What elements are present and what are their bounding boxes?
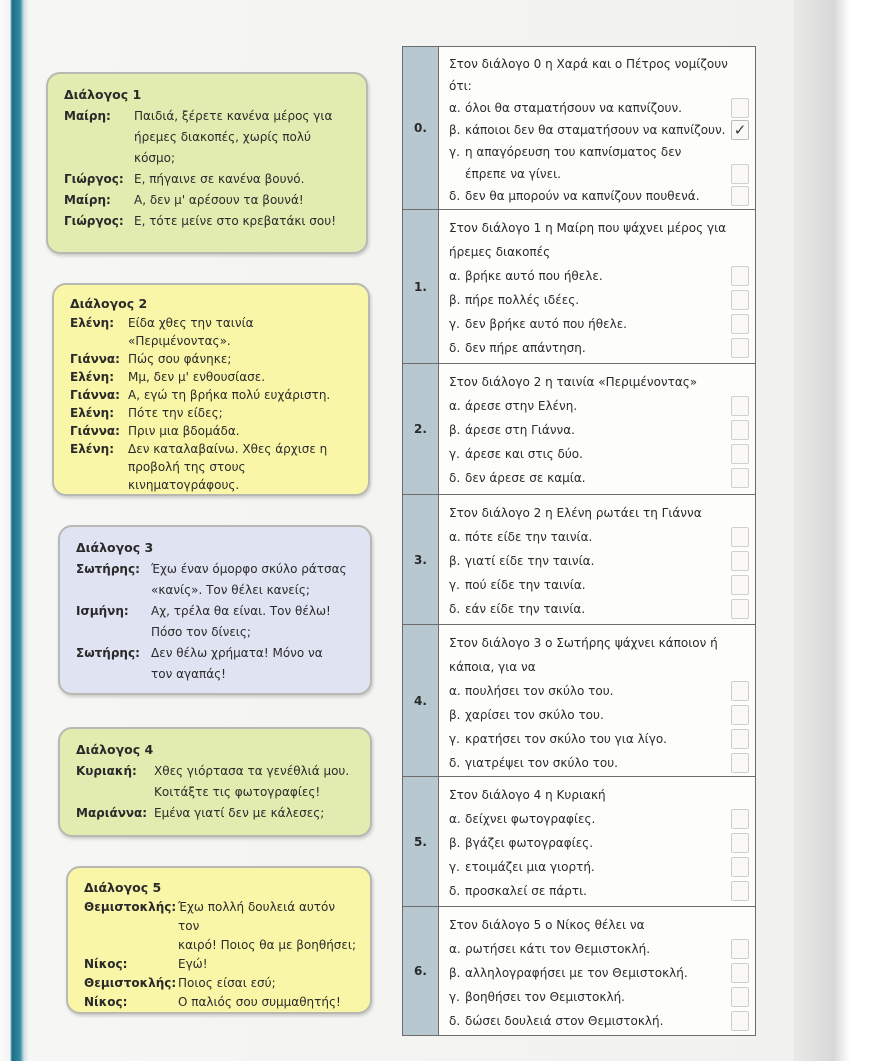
checkbox[interactable] <box>731 939 749 959</box>
option-letter: δ. <box>449 756 461 770</box>
option-text: η απαγόρευση του καπνίσματος δεν <box>465 145 682 159</box>
option-text: κάποιοι δεν θα σταματήσουν να καπνίζουν. <box>465 123 726 137</box>
checkbox[interactable] <box>731 833 749 853</box>
option-letter: β. <box>449 123 461 137</box>
option-text: ρωτήσει κάτι τον Θεμιστοκλή. <box>465 942 651 956</box>
option-text: προσκαλεί σε πάρτι. <box>465 884 587 898</box>
answer-option <box>449 1009 749 1033</box>
speaker-name <box>64 127 134 148</box>
checkbox[interactable] <box>731 314 749 334</box>
checkbox[interactable] <box>731 963 749 983</box>
answer-option <box>449 831 749 855</box>
speaker-name <box>76 664 151 685</box>
option-letter: δ. <box>449 341 461 355</box>
question-row-3 <box>403 495 755 625</box>
checkbox[interactable] <box>731 809 749 829</box>
answer-option <box>449 703 749 727</box>
dialogue-text: Πριν μια βδομάδα. <box>128 424 240 438</box>
answer-option <box>449 163 749 185</box>
answer-option <box>449 807 749 831</box>
checkbox[interactable] <box>731 338 749 358</box>
speaker-name: Ελένη: <box>70 370 114 384</box>
option-text: χαρίσει τον σκύλο του. <box>465 708 604 722</box>
dialogue-line <box>70 314 358 350</box>
answer-option <box>449 119 749 141</box>
dialogue-line <box>70 404 358 422</box>
dialogue-text: Εγώ! <box>178 957 208 971</box>
checkbox[interactable] <box>731 551 749 571</box>
option-letter: α. <box>449 942 461 956</box>
option-text: έπρεπε να γίνει. <box>465 167 561 181</box>
option-text: πού είδε την ταινία. <box>465 578 586 592</box>
option-letter: δ. <box>449 471 461 485</box>
dialogue-text: Ε, πήγαινε σε κανένα βουνό. <box>134 172 305 186</box>
speaker-name: Κυριακή: <box>76 764 137 778</box>
dialogue-text: καιρό! Ποιος θα με βοηθήσει; <box>178 938 357 952</box>
answer-option <box>449 141 749 163</box>
option-letter: δ. <box>449 884 461 898</box>
dialogue-line <box>64 190 356 211</box>
question-stem: Στον διάλογο 5 ο Νίκος θέλει να <box>449 918 645 932</box>
question-number: 4. <box>403 625 439 776</box>
dialogue-text: Μμ, δεν μ' ενθουσίασε. <box>128 370 266 384</box>
checkbox[interactable] <box>731 98 749 118</box>
answer-option <box>449 312 749 336</box>
option-letter: β. <box>449 293 461 307</box>
option-text: πότε είδε την ταινία. <box>465 530 593 544</box>
dialogue-text: Έχω πολλή δουλειά αυτόν τον <box>178 900 336 933</box>
speaker-name <box>76 622 151 643</box>
answer-option <box>449 185 749 207</box>
dialogue-line <box>70 422 358 440</box>
checkbox[interactable] <box>731 444 749 464</box>
question-body <box>439 47 755 209</box>
dialogue-text: ήρεμες διακοπές, χωρίς πολύ <box>134 130 311 144</box>
speaker-name: Σωτήρης: <box>76 646 140 660</box>
question-stem: κάποια, για να <box>449 660 536 674</box>
checkbox[interactable] <box>731 575 749 595</box>
speaker-name: Σωτήρης: <box>76 562 140 576</box>
option-letter: β. <box>449 423 461 437</box>
question-stem: Στον διάλογο 3 ο Σωτήρης ψάχνει κάποιον ή <box>449 636 718 650</box>
speaker-name: Γιώργος: <box>64 214 124 228</box>
option-text: άρεσε στη Γιάννα. <box>465 423 575 437</box>
checkbox[interactable] <box>731 164 749 184</box>
dialogue-title: Διάλογος 2 <box>70 296 148 311</box>
option-letter: γ. <box>449 447 460 461</box>
question-number: 5. <box>403 777 439 906</box>
speaker-name: Μαίρη: <box>64 109 111 123</box>
dialogue-box-3 <box>58 525 372 695</box>
question-stem: ήρεμες διακοπές <box>449 245 551 259</box>
dialogue-line <box>64 211 356 232</box>
dialogue-text: Α, δεν μ' αρέσουν τα βουνά! <box>134 193 304 207</box>
dialogue-text: Παιδιά, ξέρετε κανένα μέρος για <box>134 109 333 123</box>
question-number: 2. <box>403 364 439 494</box>
option-text: γιατί είδε την ταινία. <box>465 554 595 568</box>
checkbox-checked[interactable] <box>731 120 749 140</box>
option-letter: α. <box>449 812 461 826</box>
speaker-name: Γιώργος: <box>64 172 124 186</box>
dialogue-line <box>84 974 360 993</box>
dialogue-text: κόσμο; <box>134 151 176 165</box>
dialogue-text: Πώς σου φάνηκε; <box>128 352 232 366</box>
answer-option <box>449 855 749 879</box>
answer-option <box>449 442 749 466</box>
checkbox[interactable] <box>731 681 749 701</box>
option-text: εάν είδε την ταινία. <box>465 602 586 616</box>
option-letter: α. <box>449 101 461 115</box>
dialogue-line <box>64 127 356 148</box>
question-number: 3. <box>403 495 439 624</box>
dialogue-text: Δεν θέλω χρήματα! Μόνο να <box>151 646 323 660</box>
question-body <box>439 364 755 494</box>
option-letter: γ. <box>449 578 460 592</box>
dialogue-line <box>70 386 358 404</box>
option-text: δεν βρήκε αυτό που ήθελε. <box>465 317 627 331</box>
dialogue-text: Είδα χθες την ταινία «Περιμένοντας». <box>128 316 254 348</box>
dialogue-box-4 <box>58 727 372 837</box>
checkbox[interactable] <box>731 705 749 725</box>
question-row-1 <box>403 210 755 364</box>
option-letter: β. <box>449 836 461 850</box>
option-letter: α. <box>449 269 461 283</box>
dialogue-line <box>76 643 360 664</box>
question-stem: Στον διάλογο 1 η Μαίρη που ψάχνει μέρος για <box>449 221 727 235</box>
dialogue-line <box>76 559 360 580</box>
answer-option <box>449 597 749 621</box>
speaker-name: Ισμήνη: <box>76 604 129 618</box>
checkbox[interactable] <box>731 420 749 440</box>
question-number: 0. <box>403 47 439 209</box>
speaker-name <box>76 782 154 803</box>
speaker-name: Γιάννα: <box>70 388 120 402</box>
question-row-4 <box>403 625 755 777</box>
dialogue-text: Α, εγώ τη βρήκα πολύ ευχάριστη. <box>128 388 331 402</box>
answer-option <box>449 961 749 985</box>
checkbox[interactable] <box>731 266 749 286</box>
answer-option <box>449 97 749 119</box>
answer-option <box>449 549 749 573</box>
dialogue-line <box>76 761 360 782</box>
option-letter: β. <box>449 966 461 980</box>
speaker-name: Ελένη: <box>70 316 114 330</box>
option-letter: γ. <box>449 317 460 331</box>
answer-option <box>449 751 749 775</box>
answer-option <box>449 985 749 1009</box>
question-stem: Στον διάλογο 2 η ταινία «Περιμένοντας» <box>449 375 698 389</box>
answer-option <box>449 394 749 418</box>
question-number: 6. <box>403 907 439 1035</box>
question-body <box>439 777 755 906</box>
checkbox[interactable] <box>731 527 749 547</box>
question-stem: Στον διάλογο 2 η Ελένη ρωτάει τη Γιάννα <box>449 506 702 520</box>
checkbox[interactable] <box>731 468 749 488</box>
answer-option <box>449 879 749 903</box>
answer-option <box>449 525 749 549</box>
option-text: βοηθήσει τον Θεμιστοκλή. <box>465 990 625 1004</box>
dialogue-line <box>76 580 360 601</box>
speaker-name: Ελένη: <box>70 406 114 420</box>
question-table <box>402 46 756 1036</box>
speaker-name: Μαίρη: <box>64 193 111 207</box>
dialogue-box-5 <box>66 866 372 1014</box>
dialogue-line <box>76 601 360 622</box>
option-text: κρατήσει τον σκύλο του για λίγο. <box>465 732 667 746</box>
dialogue-text: Κοιτάξτε τις φωτογραφίες! <box>154 785 321 799</box>
answer-option <box>449 679 749 703</box>
option-letter: γ. <box>449 145 460 159</box>
dialogue-title: Διάλογος 4 <box>76 742 154 757</box>
book-spine <box>0 0 28 1061</box>
option-text: δεν άρεσε σε καμία. <box>465 471 586 485</box>
checkbox[interactable] <box>731 729 749 749</box>
speaker-name: Γιάννα: <box>70 352 120 366</box>
question-row-2 <box>403 364 755 495</box>
option-letter: α. <box>449 399 461 413</box>
dialogue-text: «κανίς». Τον θέλει κανείς; <box>151 583 310 597</box>
dialogue-text: Δεν καταλαβαίνω. Χθες άρχισε η <box>128 442 328 456</box>
option-letter: δ. <box>449 1014 461 1028</box>
checkbox[interactable] <box>731 987 749 1007</box>
question-row-6 <box>403 907 755 1035</box>
dialogue-line <box>64 106 356 127</box>
checkbox[interactable] <box>731 396 749 416</box>
speaker-name: Γιάννα: <box>70 424 120 438</box>
dialogue-line <box>84 993 360 1012</box>
answer-option <box>449 466 749 490</box>
dialogue-line <box>70 458 358 494</box>
option-letter: δ. <box>449 602 461 616</box>
option-text: ετοιμάζει μια γιορτή. <box>465 860 595 874</box>
option-letter: β. <box>449 554 461 568</box>
dialogue-line <box>76 664 360 685</box>
option-letter: γ. <box>449 732 460 746</box>
checkbox[interactable] <box>731 881 749 901</box>
option-text: βρήκε αυτό που ήθελε. <box>465 269 603 283</box>
option-text: άρεσε και στις δύο. <box>465 447 583 461</box>
dialogue-text: Αχ, τρέλα θα είναι. Τον θέλω! <box>151 604 331 618</box>
speaker-name: Νίκος: <box>84 957 128 971</box>
dialogue-line <box>76 782 360 803</box>
speaker-name: Νίκος: <box>84 995 128 1009</box>
option-text: πήρε πολλές ιδέες. <box>465 293 580 307</box>
question-stem: Στον διάλογο 4 η Κυριακή <box>449 788 606 802</box>
check-mark-icon: ✓ <box>733 121 747 139</box>
option-text: πουλήσει τον σκύλο του. <box>465 684 614 698</box>
option-text: άρεσε στην Ελένη. <box>465 399 578 413</box>
question-stem: Στον διάλογο 0 η Χαρά και ο Πέτρος νομίζουν ότι: <box>449 57 728 93</box>
checkbox[interactable] <box>731 857 749 877</box>
option-text: δεν πήρε απάντηση. <box>465 341 586 355</box>
option-text: όλοι θα σταματήσουν να καπνίζουν. <box>465 101 682 115</box>
dialogue-line <box>76 803 360 824</box>
dialogue-text: τον αγαπάς! <box>151 667 226 681</box>
checkbox[interactable] <box>731 753 749 773</box>
dialogue-line <box>70 350 358 368</box>
dialogue-line <box>70 368 358 386</box>
speaker-name <box>64 148 134 169</box>
dialogue-line <box>64 169 356 190</box>
dialogue-box-1 <box>46 72 368 254</box>
question-row-0 <box>403 47 755 210</box>
answer-option <box>449 727 749 751</box>
dialogue-box-2 <box>52 283 370 496</box>
dialogue-line <box>70 440 358 458</box>
option-letter: δ. <box>449 189 461 203</box>
dialogue-text: Πόσο τον δίνεις; <box>151 625 251 639</box>
option-text: δείχνει φωτογραφίες. <box>465 812 596 826</box>
dialogue-line <box>76 622 360 643</box>
option-letter: α. <box>449 530 461 544</box>
speaker-name: Μαριάννα: <box>76 806 148 820</box>
question-row-5 <box>403 777 755 907</box>
dialogue-text: Ο παλιός σου συμμαθητής! <box>178 995 341 1009</box>
checkbox[interactable] <box>731 290 749 310</box>
speaker-name: Θεμιστοκλής: <box>84 976 177 990</box>
option-letter: γ. <box>449 860 460 874</box>
question-body <box>439 210 755 363</box>
page-edge-shadow <box>794 0 874 1061</box>
answer-option <box>449 264 749 288</box>
option-letter: γ. <box>449 990 460 1004</box>
option-text: αλληλογραφήσει με τον Θεμιστοκλή. <box>465 966 688 980</box>
speaker-name <box>76 580 151 601</box>
dialogue-text: Ποιος είσαι εσύ; <box>178 976 276 990</box>
dialogue-line <box>84 955 360 974</box>
dialogue-line <box>84 936 360 955</box>
dialogue-text: Πότε την είδες; <box>128 406 223 420</box>
dialogue-line <box>64 148 356 169</box>
answer-option <box>449 573 749 597</box>
speaker-name: Θεμιστοκλής: <box>84 900 177 914</box>
dialogue-text: Ε, τότε μείνε στο κρεβατάκι σου! <box>134 214 337 228</box>
dialogue-text: Έχω έναν όμορφο σκύλο ράτσας <box>151 562 347 576</box>
checkbox[interactable] <box>731 1011 749 1031</box>
speaker-name: Ελένη: <box>70 442 114 456</box>
speaker-name <box>70 458 128 494</box>
checkbox[interactable] <box>731 186 749 206</box>
dialogue-title: Διάλογος 3 <box>76 540 154 555</box>
answer-option <box>449 418 749 442</box>
option-text: βγάζει φωτογραφίες. <box>465 836 594 850</box>
question-body <box>439 625 755 776</box>
option-text: γιατρέψει τον σκύλο του. <box>465 756 618 770</box>
question-body <box>439 907 755 1035</box>
option-letter: α. <box>449 684 461 698</box>
option-text: δώσει δουλειά στον Θεμιστοκλή. <box>465 1014 664 1028</box>
speaker-name <box>84 936 178 955</box>
dialogue-title: Διάλογος 1 <box>64 87 142 102</box>
option-text: δεν θα μπορούν να καπνίζουν πουθενά. <box>465 189 700 203</box>
answer-option <box>449 288 749 312</box>
dialogue-text: Εμένα γιατί δεν με κάλεσες; <box>154 806 325 820</box>
dialogue-text: Χθες γιόρτασα τα γενέθλιά μου. <box>154 764 350 778</box>
answer-option <box>449 336 749 360</box>
answer-option <box>449 937 749 961</box>
dialogue-title: Διάλογος 5 <box>84 880 162 895</box>
option-letter: β. <box>449 708 461 722</box>
dialogue-line <box>84 898 360 936</box>
question-body <box>439 495 755 624</box>
dialogue-text: προβολή της στους κινηματογράφους. <box>128 460 246 492</box>
checkbox[interactable] <box>731 599 749 619</box>
question-number: 1. <box>403 210 439 363</box>
